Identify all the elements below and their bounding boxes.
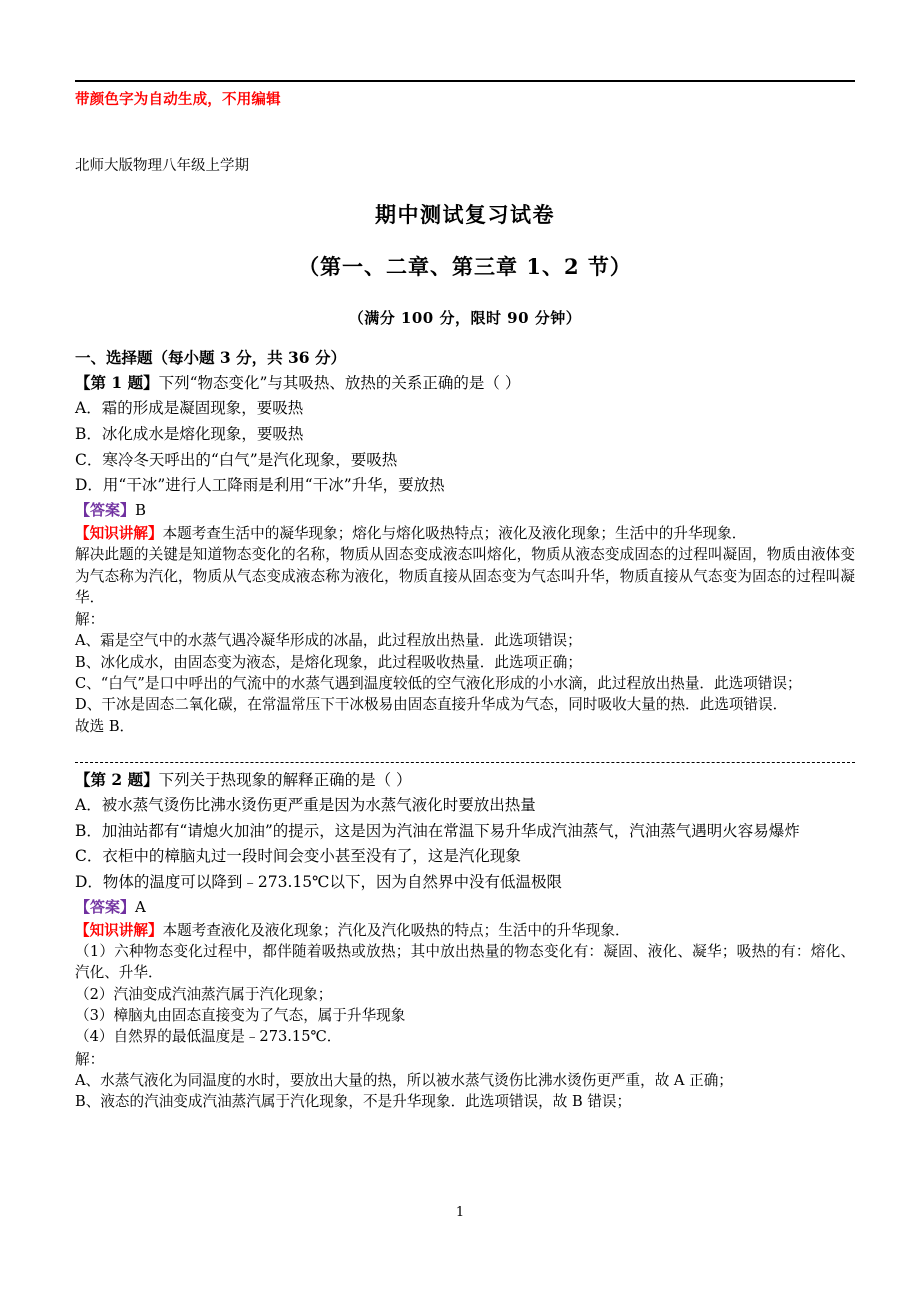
question-number-label: 【第 2 题】	[75, 769, 159, 789]
explanation-tag-label: 【知识讲解】	[75, 921, 163, 939]
answer-tag-label: 【答案】	[75, 898, 136, 917]
solution-label: 解：	[75, 1050, 105, 1068]
question-separator-dashed-line	[75, 762, 855, 763]
answer-line	[75, 897, 855, 919]
question-stem-text: 下列关于热现象的解释正确的是（ ）	[158, 770, 412, 789]
solution-step: A、水蒸气液化为同温度的水时，要放出大量的热，所以被水蒸气烫伤比沸水烫伤更严重，故 A 正确；	[75, 1071, 733, 1089]
answer-tag-label: 【答案】	[75, 501, 136, 520]
answer-value: B	[135, 501, 147, 520]
header-divider-rule	[75, 80, 855, 82]
solution-step: B、液态的汽油变成汽油蒸汽属于汽化现象，不是升华现象．此选项错误，故 B 错误；	[75, 1093, 632, 1111]
page-number: 1	[455, 1205, 465, 1220]
question-block	[75, 769, 855, 1113]
answer-value: A	[135, 898, 146, 917]
solution-conclusion: 故选 B．	[75, 717, 135, 735]
score-and-time-line: （满分 100 分，限时 90 分钟）	[348, 309, 582, 328]
answer-line	[75, 500, 855, 522]
auto-generated-notice: 带颜色字为自动生成，不用编辑	[75, 92, 281, 108]
page-title: 期中测试复习试卷	[375, 202, 555, 228]
question-option: B．冰化成水是熔化现象，要吸热	[75, 424, 304, 443]
explanation-intro-text: 本题考查液化及液化现象；汽化及汽化吸热的特点；生活中的升华现象．	[162, 921, 630, 939]
question-stem-text: 下列“物态变化”与其吸热、放热的关系正确的是（ ）	[158, 374, 521, 393]
question-option: B．加油站都有“请熄火加油”的提示，这是因为汽油在常温下易升华成汽油蒸气，汽油蒸气遇明火容易爆炸	[75, 821, 800, 840]
question-option: A．霜的形成是凝固现象，要吸热	[75, 399, 304, 418]
page-content	[75, 0, 855, 1112]
question-option: A．被水蒸气烫伤比沸水烫伤更严重是因为水蒸气液化时要放出热量	[75, 795, 536, 814]
explanation-paragraph: 解决此题的关键是知道物态变化的名称，物质从固态变成液态叫熔化，物质从液态变成固态的过程叫凝固，物质由液体变为气态称为汽化，物质从气态变成液态称为液化，物质直接从固态变为气态叫升华，物质直接从气态变为固态的过程叫凝华．	[75, 546, 855, 606]
question-stem	[75, 372, 855, 394]
solution-label: 解：	[75, 611, 105, 629]
explanation-paragraph: （1）六种物态变化过程中，都伴随着吸热或放热；其中放出热量的物态变化有：凝固、液化、凝华；吸热的有：熔化、汽化、升华．	[75, 943, 855, 982]
solution-step: A、霜是空气中的水蒸气遇冷凝华形成的冰晶，此过程放出热量．此选项错误；	[75, 632, 582, 650]
textbook-edition-line: 北师大版物理八年级上学期	[75, 157, 249, 174]
question-option: C．寒冷冬天呼出的“白气”是汽化现象，要吸热	[75, 450, 398, 469]
explanation-paragraph: （4）自然界的最低温度是﹣273.15℃．	[75, 1028, 342, 1046]
question-number-label: 【第 1 题】	[75, 373, 159, 393]
explanation-intro	[75, 920, 855, 941]
solution-step: C、“白气”是口中呼出的气流中的水蒸气遇到温度较低的空气液化形成的小水滴，此过程放出热量．此选项错误；	[75, 675, 802, 692]
explanation-intro	[75, 523, 855, 544]
explanation-paragraph: （3）樟脑丸由固态直接变为了气态，属于升华现象	[75, 1006, 406, 1024]
explanation-tag-label: 【知识讲解】	[75, 524, 163, 542]
explanation-intro-text: 本题考查生活中的凝华现象；熔化与熔化吸热特点；液化及液化现象；生活中的升华现象．	[162, 524, 747, 542]
question-stem	[75, 769, 855, 791]
question-block	[75, 372, 855, 737]
explanation-paragraph: （2）汽油变成汽油蒸汽属于汽化现象；	[75, 985, 333, 1003]
solution-step: D、干冰是固态二氧化碳，在常温常压下干冰极易由固态直接升华成为气态，同时吸收大量的热．此选项错误．	[75, 696, 788, 714]
section-heading-choice-questions: 一、选择题（每小题 3 分，共 36 分）	[75, 348, 346, 368]
question-option: C．衣柜中的樟脑丸过一段时间会变小甚至没有了，这是汽化现象	[75, 847, 521, 866]
question-option: D．物体的温度可以降到﹣273.15℃以下，因为自然界中没有低温极限	[75, 873, 563, 892]
solution-step: B、冰化成水，由固态变为液态，是熔化现象，此过程吸收热量．此选项正确；	[75, 653, 582, 671]
question-option: D．用“干冰”进行人工降雨是利用“干冰”升华，要放热	[75, 476, 445, 495]
page-subtitle: （第一、二章、第三章 1、2 节）	[298, 254, 632, 280]
